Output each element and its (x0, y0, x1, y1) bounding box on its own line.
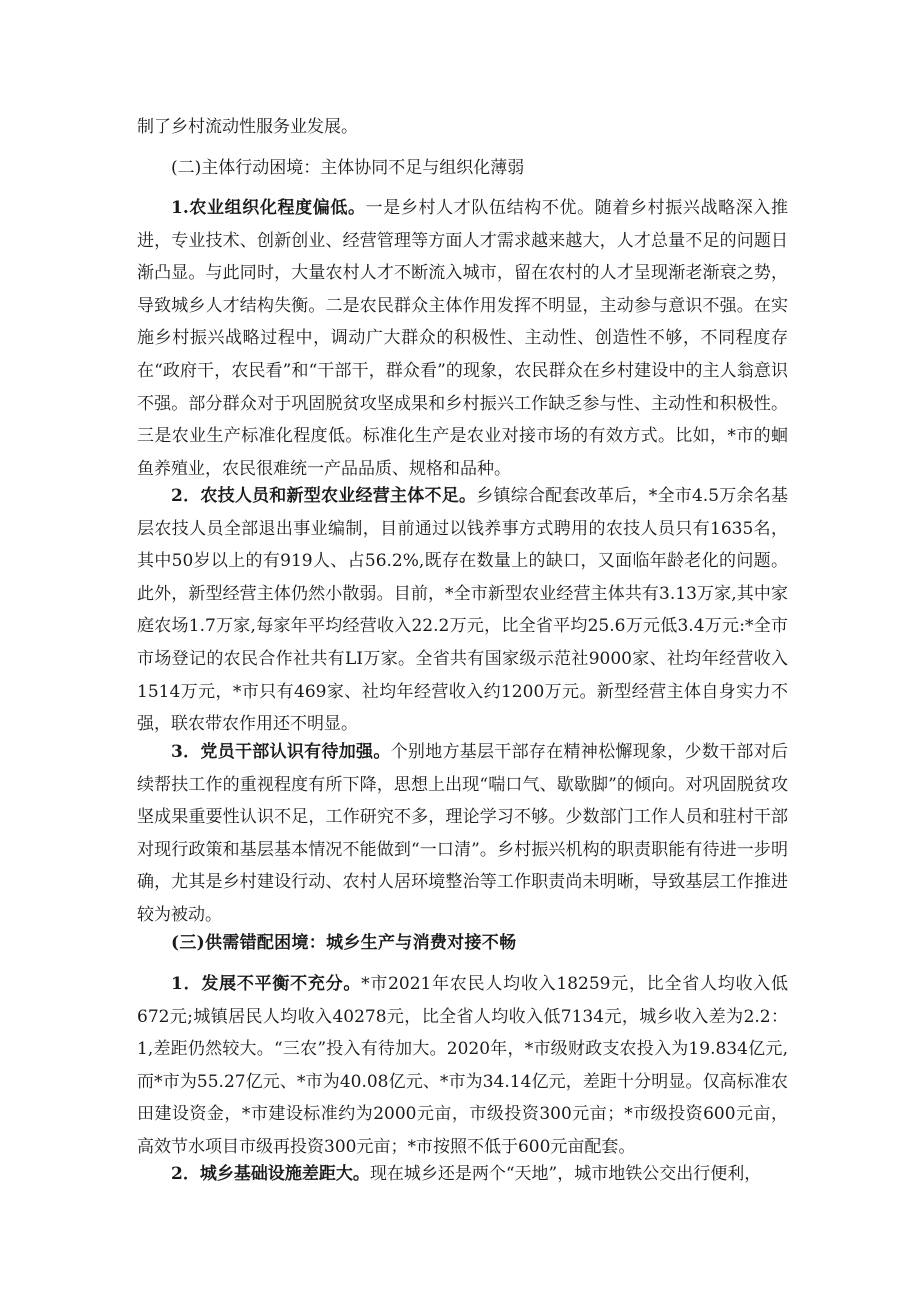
section-heading-2-text: (二)主体行动困境：主体协同不足与组织化薄弱 (171, 158, 525, 178)
item-4-body: *市2021年农民人均收入18259元，比全省人均收入低672元;城镇居民人均收入40278元，比全省人均收入低7134元，城乡收入差为2.2：1,差距仍然较大。“三农”投入有待加大。2020年，*市级财政支农投入为19.834亿元,而*市为55.27亿元、*市为40.08亿元、*市为34.14亿元，差距十分明显。仅高标准农田建设资金，*市建设标准约为2000元亩，市级投资300元亩；*市级投资600元亩，高效节水项目市级再投资300元亩；*市按照不低于600元亩配套。 (137, 974, 788, 1157)
item-2-lead: 2．农技人员和新型农业经营主体不足。 (171, 486, 477, 506)
section-heading-3-text: (三)供需错配困境：城乡生产与消费对接不畅 (171, 933, 517, 953)
section-heading-2 (137, 152, 788, 185)
item-2-body: 乡镇综合配套改革后，*全市4.5万余名基层农技人员全部退出事业编制，目前通过以钱养事方式聘用的农技人员只有1635名，其中50岁以上的有919人、占56.2%,既存在数量上的缺口，又面临年龄老化的问题。此外，新型经营主体仍然小散弱。目前，*全市新型农业经营主体共有3.13万家,其中家庭农场1.7万家,每家年平均经营收入22.2万元，比全省平均25.6万元低3.4万元:*全市市场登记的农民合作社共有LI万家。全省共有国家级示范社9000家、社均年经营收入1514万元，*市只有469家、社均年经营收入约1200万元。新型经营主体自身实力不强，联农带农作用还不明显。 (137, 486, 788, 735)
fragment-text: 制了乡村流动性服务业发展。 (137, 117, 358, 137)
item-3-lead: 3．党员干部认识有待加强。 (171, 742, 391, 762)
paragraph-item-2 (137, 480, 788, 741)
item-5-body: 现在城乡还是两个“天地”，城市地铁公交出行便利， (369, 1164, 762, 1184)
fragment-paragraph (137, 111, 788, 144)
section-heading-3 (137, 927, 788, 960)
paragraph-item-3 (137, 736, 788, 932)
paragraph-item-5 (137, 1158, 788, 1191)
item-5-lead: 2．城乡基础设施差距大。 (171, 1164, 370, 1184)
item-3-body: 个别地方基层干部存在精神松懈现象，少数干部对后续帮扶工作的重视程度有所下降，思想上出现“喘口气、歇歇脚”的倾向。对巩固脱贫攻坚成果重要性认识不足，工作研究不多，理论学习不够。少数部门工作人员和驻村干部对现行政策和基层基本情况不能做到“一口清”。乡村振兴机构的职责职能有待进一步明确，尤其是乡村建设行动、农村人居环境整治等工作职责尚未明晰，导致基层工作推进较为被动。 (137, 742, 789, 925)
paragraph-item-4 (137, 968, 788, 1164)
item-4-lead: 1．发展不平衡不充分。 (171, 974, 362, 994)
item-1-body: 一是乡村人才队伍结构不优。随着乡村振兴战略深入推进，专业技术、创新创业、经营管理等方面人才需求越来越大，人才总量不足的问题日渐凸显。与此同时，大量农村人才不断流入城市，留在农村的人才呈现渐老渐衰之势，导致城乡人才结构失衡。二是农民群众主体作用发挥不明显，主动参与意识不强。在实施乡村振兴战略过程中，调动广大群众的积极性、主动性、创造性不够，不同程度存在“政府干，农民看”和“干部干，群众看”的现象，农民群众在乡村建设中的主人翁意识不强。部分群众对于巩固脱贫攻坚成果和乡村振兴工作缺乏参与性、主动性和积极性。三是农业生产标准化程度低。标准化生产是农业对接市场的有效方式。比如，*市的蛔鱼养殖业，农民很难统一产品品质、规格和品种。 (137, 198, 788, 479)
item-1-lead: 1.农业组织化程度偏低。 (171, 198, 366, 218)
paragraph-item-1 (137, 192, 788, 485)
